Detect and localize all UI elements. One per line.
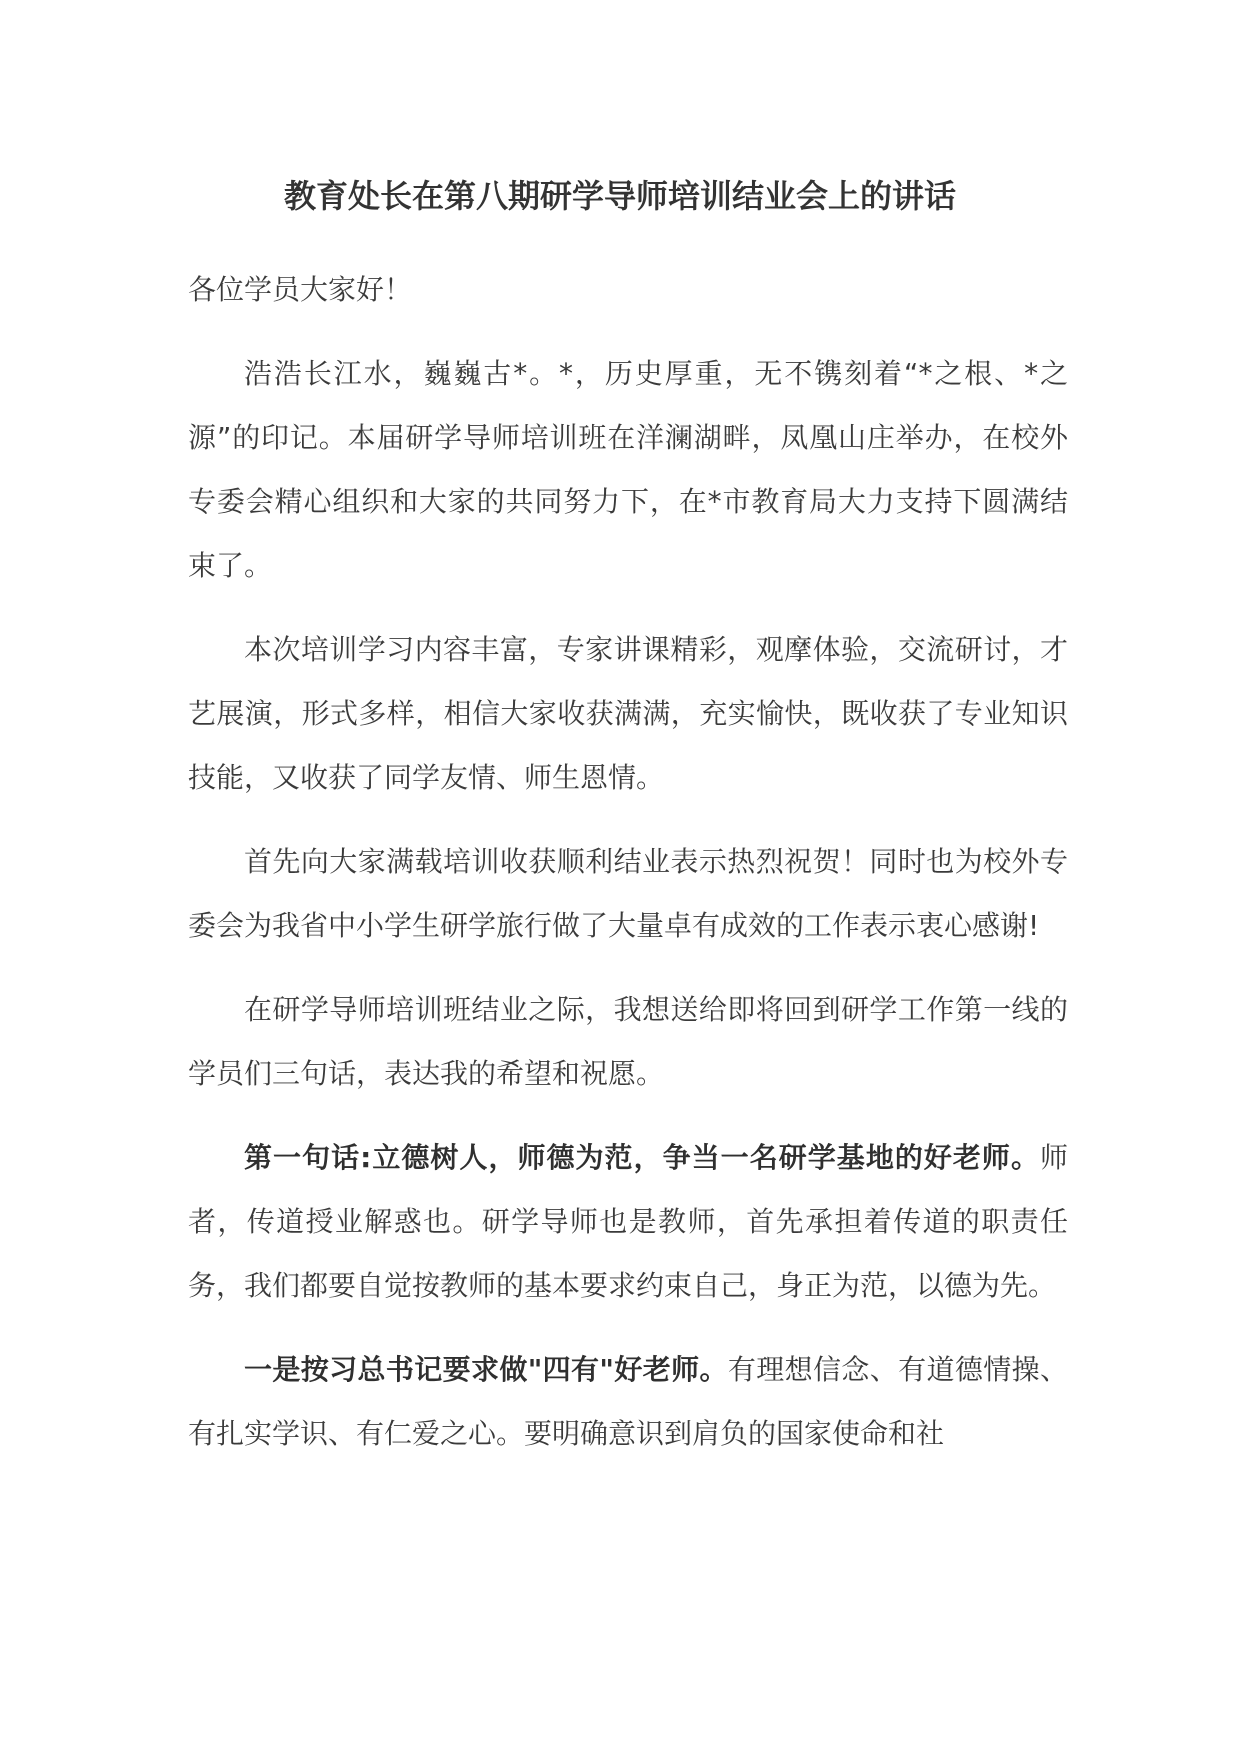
paragraph-text: 浩浩长江水，巍巍古*。*，历史厚重，无不镌刻着“*之根、*之源”的印记。本届研学导师培训班在洋澜湖畔，凤凰山庄举办，在校外专委会精心组织和大家的共同努力下，在*市教育局大力支持下圆满结束了。 <box>188 357 1068 582</box>
paragraph-text: 有理想信念、有道德情操、有扎实学识、有仁爱之心。要明确意识到肩负的国家使命和社 <box>188 1353 1068 1450</box>
paragraph-training-content <box>188 618 1068 810</box>
document-body <box>188 258 1068 1486</box>
paragraph-heading-bold: 第一句话:立德树人，师德为范，争当一名研学基地的好老师。 <box>244 1141 1040 1174</box>
document-title: 教育处长在第八期研学导师培训结业会上的讲话 <box>283 177 956 215</box>
salutation: 各位学员大家好！ <box>188 273 413 306</box>
paragraph-four-haves <box>188 1338 1068 1466</box>
paragraph-heading-bold: 一是按习总书记要求做"四有"好老师。 <box>244 1353 728 1386</box>
paragraph-opening <box>188 342 1068 598</box>
paragraph-text: 在研学导师培训班结业之际，我想送给即将回到研学工作第一线的学员们三句话，表达我的希望和祝愿。 <box>188 993 1068 1090</box>
paragraph-text: 师者，传道授业解惑也。研学导师也是教师，首先承担着传道的职责任务，我们都要自觉按教师的基本要求约束自己，身正为范，以德为先。 <box>188 1141 1068 1302</box>
paragraph-text: 首先向大家满载培训收获顺利结业表示热烈祝贺！同时也为校外专委会为我省中小学生研学旅行做了大量卓有成效的工作表示衷心感谢! <box>188 845 1068 942</box>
paragraph-three-sentences-intro <box>188 978 1068 1106</box>
paragraph-congratulations <box>188 830 1068 958</box>
paragraph-first-sentence <box>188 1126 1068 1318</box>
paragraph-text: 本次培训学习内容丰富，专家讲课精彩，观摩体验，交流研讨，才艺展演，形式多样，相信大家收获满满，充实愉快，既收获了专业知识技能，又收获了同学友情、师生恩情。 <box>188 633 1068 794</box>
